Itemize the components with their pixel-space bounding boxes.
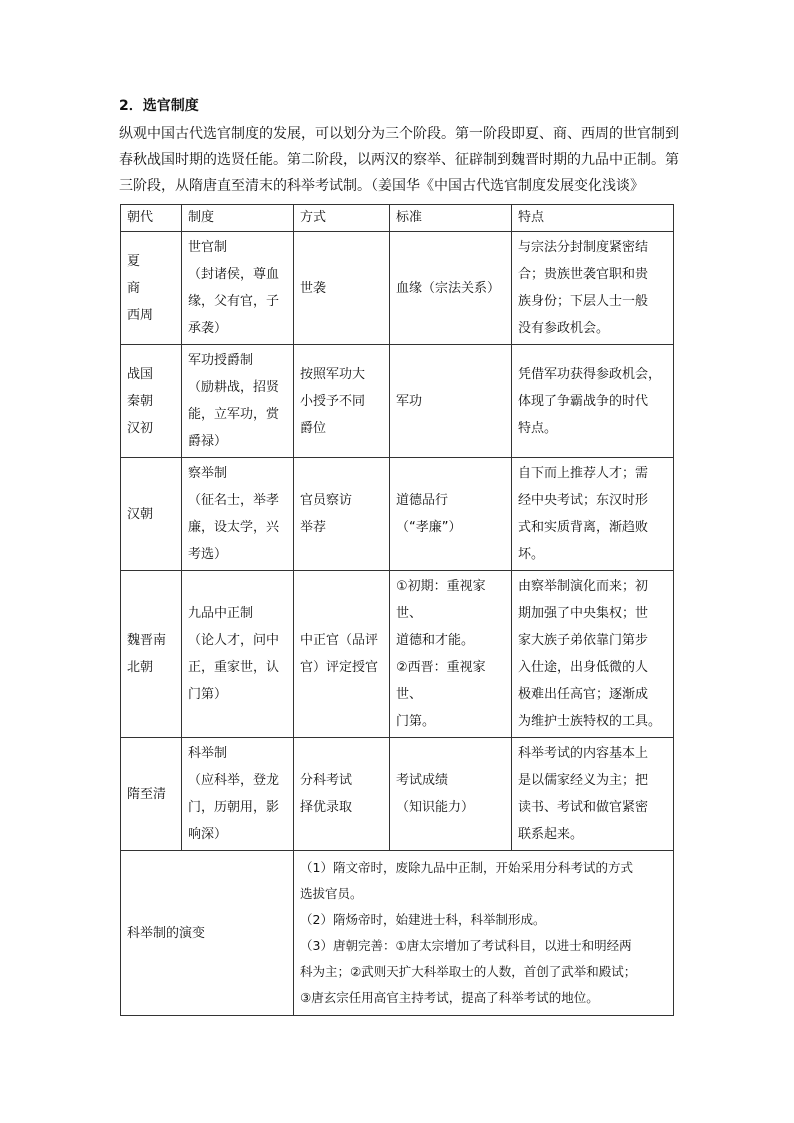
cell-line: （应科举，登龙	[188, 773, 280, 788]
intro-line: 三阶段，从隋唐直至清末的科举考试制。（姜国华《中国古代选官制度发展变化浅谈》	[119, 178, 644, 194]
cell-line: 按照军功大	[300, 366, 366, 382]
evolution-line: ③唐玄宗任用高官主持考试，提高了科举考试的地位。	[300, 990, 599, 1005]
cell-line: 察举制	[188, 466, 228, 481]
cell-line: 能，立军功，赏	[188, 407, 280, 422]
dynasty-cell	[121, 738, 182, 851]
cell-line: 门第）	[188, 687, 228, 702]
cell-line: 考试成绩	[396, 773, 449, 788]
cell-line: 廉，设太学，兴	[188, 520, 280, 535]
system-cell	[182, 738, 294, 851]
cell-line: 考选）	[188, 547, 228, 562]
cell-line: 与宗法分封制度紧密结	[518, 240, 649, 255]
standard-cell	[390, 345, 512, 458]
selection-system-table	[120, 204, 674, 1016]
dynasty-cell	[121, 571, 182, 738]
table-row	[121, 458, 674, 571]
system-cell	[182, 458, 294, 571]
cell-line: 门，历朝用，影	[188, 800, 280, 815]
intro-paragraph	[119, 121, 679, 199]
feature-cell	[512, 232, 674, 345]
cell-line: 九品中正制	[188, 606, 254, 621]
table-row	[121, 738, 674, 851]
table-row	[121, 345, 674, 458]
cell-line: 北朝	[127, 660, 154, 675]
cell-line: 小授予不同	[300, 393, 366, 409]
cell-line: 没有参政机会。	[518, 321, 610, 336]
cell-line: 坏。	[518, 547, 545, 562]
header-standard: 标准	[390, 205, 512, 232]
standard-cell	[390, 738, 512, 851]
evolution-line: （2）隋炀帝时，始建进士科，科举制形成。	[300, 912, 546, 927]
cell-line: 魏晋南	[127, 633, 167, 648]
cell-line: 极难出任高官；逐渐成	[518, 687, 649, 702]
cell-line: 军功	[396, 393, 423, 409]
evolution-content	[294, 851, 674, 1016]
cell-line: 凭借军功获得参政机会，	[518, 366, 662, 382]
system-cell	[182, 571, 294, 738]
cell-line: 商	[127, 280, 141, 296]
cell-line: 世官制	[188, 240, 228, 255]
method-cell	[294, 458, 390, 571]
cell-line: 秦朝	[127, 393, 154, 409]
evolution-label: 科举制的演变	[121, 851, 294, 1016]
cell-line: 爵禄）	[188, 434, 228, 449]
cell-line: 正，重家世，认	[188, 660, 280, 675]
standard-cell	[390, 232, 512, 345]
cell-line: 夏	[127, 253, 141, 269]
cell-line: 承袭）	[188, 321, 228, 336]
evolution-line: 科为主；②武则天扩大科举取士的人数，首创了武举和殿试；	[300, 964, 637, 979]
feature-cell	[512, 738, 674, 851]
section-heading: 2．选官制度	[119, 98, 199, 114]
cell-line: 血缘（宗法关系）	[396, 280, 501, 296]
cell-line: 科举制	[188, 746, 228, 761]
cell-line: 特点。	[518, 420, 558, 436]
cell-line: ①初期：重视家世、	[396, 579, 486, 621]
header-system: 制度	[182, 205, 294, 232]
cell-line: 读书、考试和做官紧密	[518, 800, 649, 815]
system-cell	[182, 232, 294, 345]
intro-line: 春秋战国时期的选贤任能。第二阶段，以两汉的察举、征辟制到魏晋时期的九品中正制。第	[119, 152, 679, 168]
header-method: 方式	[294, 205, 390, 232]
dynasty-cell	[121, 345, 182, 458]
cell-line: 科举考试的内容基本上	[518, 746, 649, 761]
cell-line: 汉朝	[127, 506, 154, 522]
cell-line: 战国	[127, 366, 154, 382]
standard-cell	[390, 571, 512, 738]
cell-line: 分科考试	[300, 773, 353, 788]
feature-cell	[512, 458, 674, 571]
cell-line: （征名士，举孝	[188, 493, 280, 508]
cell-line: 自下而上推荐人才；需	[518, 466, 649, 481]
dynasty-cell	[121, 458, 182, 571]
cell-line: 经中央考试；东汉时形	[518, 493, 649, 508]
cell-line: 入仕途，出身低微的人	[518, 660, 649, 675]
cell-line: 汉初	[127, 420, 154, 436]
cell-line: （论人才，问中	[188, 633, 280, 648]
cell-line: 世袭	[300, 280, 327, 296]
cell-line: 联系起来。	[518, 827, 584, 842]
standard-cell	[390, 458, 512, 571]
cell-line: （励耕战，招贤	[188, 380, 280, 395]
table-header-row	[121, 205, 674, 232]
method-cell	[294, 571, 390, 738]
cell-line: 道德和才能。	[396, 633, 475, 648]
dynasty-cell	[121, 232, 182, 345]
cell-line: 合；贵族世袭官职和贵	[518, 267, 649, 282]
intro-line: 纵观中国古代选官制度的发展，可以划分为三个阶段。第一阶段即夏、商、西周的世官制到	[119, 126, 679, 142]
cell-line: ②西晋：重视家世、	[396, 660, 486, 702]
evolution-row	[121, 851, 674, 1016]
cell-line: （知识能力）	[396, 800, 475, 815]
cell-line: （“孝廉”）	[396, 520, 462, 535]
evolution-line: （3）唐朝完善：①唐太宗增加了考试科目，以进士和明经两	[300, 938, 632, 953]
cell-line: 举荐	[300, 520, 327, 535]
cell-line: 为维护士族特权的工具。	[518, 714, 662, 729]
cell-line: 西周	[127, 307, 154, 323]
cell-line: 官）评定授官	[300, 660, 379, 675]
feature-cell	[512, 345, 674, 458]
table-row	[121, 232, 674, 345]
cell-line: 族身份；下层人士一般	[518, 294, 649, 309]
evolution-line: （1）隋文帝时，废除九品中正制，开始采用分科考试的方式	[300, 860, 633, 875]
cell-line: 择优录取	[300, 800, 353, 815]
cell-line: 响深）	[188, 827, 228, 842]
method-cell	[294, 345, 390, 458]
cell-line: 军功授爵制	[188, 353, 254, 368]
cell-line: 道德品行	[396, 493, 449, 508]
cell-line: 中正官（品评	[300, 633, 379, 648]
cell-line: （封诸侯，尊血	[188, 267, 280, 282]
cell-line: 隋至清	[127, 786, 167, 802]
cell-line: 体现了争霸战争的时代	[518, 393, 649, 409]
method-cell	[294, 738, 390, 851]
cell-line: 期加强了中央集权；世	[518, 606, 649, 621]
system-cell	[182, 345, 294, 458]
cell-line: 官员察访	[300, 493, 353, 508]
cell-line: 家大族子弟依靠门第步	[518, 633, 649, 648]
cell-line: 门第。	[396, 714, 436, 729]
evolution-line: 选拔官员。	[300, 886, 363, 901]
cell-line: 爵位	[300, 420, 327, 436]
header-feature: 特点	[512, 205, 674, 232]
feature-cell	[512, 571, 674, 738]
cell-line: 是以儒家经义为主；把	[518, 773, 649, 788]
cell-line: 由察举制演化而来；初	[518, 579, 649, 594]
cell-line: 式和实质背离，渐趋败	[518, 520, 649, 535]
table-row	[121, 571, 674, 738]
method-cell	[294, 232, 390, 345]
cell-line: 缘，父有官，子	[188, 294, 280, 309]
header-dynasty: 朝代	[121, 205, 182, 232]
